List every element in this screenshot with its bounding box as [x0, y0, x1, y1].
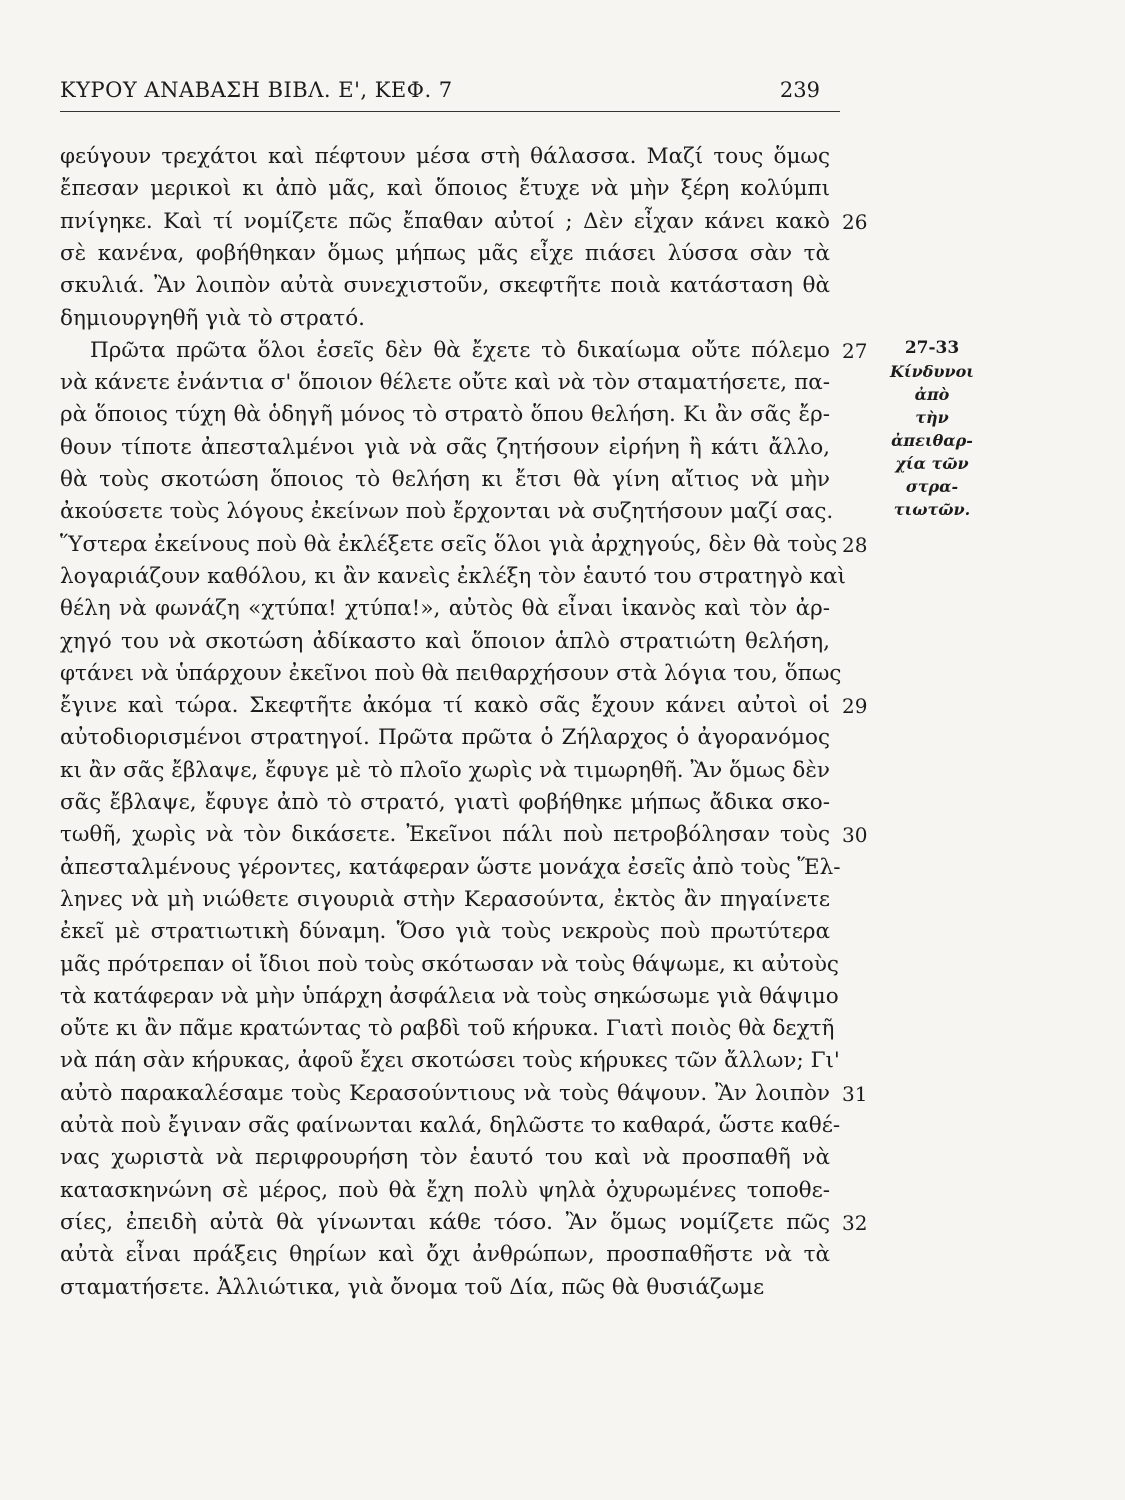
text-line: θουν τίποτε ἀπεσταλμένοι γιὰ νὰ σᾶς ζητήσουν εἰρήνη ἢ κάτι ἄλλο,	[60, 434, 830, 460]
section-number: 29	[842, 694, 868, 719]
side-note-line: Κίνδυνοι ἀπὸ	[889, 362, 975, 404]
text-line: κι ἂν σᾶς ἔβλαψε, ἔφυγε μὲ τὸ πλοῖο χωρὶς νὰ τιμωρηθῆ. Ἂν ὅμως δὲν	[60, 757, 830, 783]
text-line: αὐτὰ εἶναι πράξεις θηρίων καὶ ὄχι ἀνθρώπων, προσπαθῆστε νὰ τὰ	[60, 1242, 830, 1268]
text-line: νὰ κάνετε ἐνάντια σ' ὅποιον θέλετε οὔτε καὶ νὰ τὸν σταματήσετε, πα-	[60, 370, 830, 396]
side-note-line: χία τῶν στρα-	[895, 454, 969, 496]
side-note-range: 27-33	[904, 338, 960, 358]
text-line: σᾶς ἔβλαψε, ἔφυγε ἀπὸ τὸ στρατό, γιατὶ φοβήθηκε μήπως ἄδικα σκο-	[60, 790, 830, 815]
running-head: ΚΥΡΟΥ ΑΝΑΒΑΣΗ ΒΙΒΛ. Ε', ΚΕΦ. 7	[60, 78, 453, 102]
section-number: 30	[842, 823, 868, 848]
header-rule	[60, 111, 840, 112]
text-line: φτάνει νὰ ὑπάρχουν ἐκεῖνοι ποὺ θὰ πειθαρχήσουν στὰ λόγια του, ὅπως	[60, 660, 842, 686]
text-line: νὰ πάη σὰν κήρυκας, ἀφοῦ ἔχει σκοτώσει τοὺς κήρυκες τῶν ἄλλων; Γι'	[60, 1048, 840, 1074]
text-line: σκυλιά. Ἂν λοιπὸν αὐτὰ συνεχιστοῦν, σκεφτῆτε ποιὰ κατάσταση θὰ	[60, 273, 830, 299]
text-line: νας χωριστὰ νὰ περιφρουρήση τὸν ἑαυτό του καὶ νὰ προσπαθῆ νὰ	[60, 1145, 830, 1171]
text-line: θὰ τοὺς σκοτώση ὅποιος τὸ θελήση κι ἔτσι θὰ γίνη αἴτιος νὰ μὴν	[60, 467, 830, 492]
text-line: ἀπεσταλμένους γέροντες, κατάφεραν ὥστε μονάχα ἐσεῖς ἀπὸ τοὺς Ἕλ-	[60, 854, 841, 880]
text-line: Πρῶτα πρῶτα ὅλοι ἐσεῖς δὲν θὰ ἔχετε τὸ δικαίωμα οὔτε πόλεμο	[90, 337, 830, 363]
section-number: 27	[842, 338, 868, 363]
page-number: 239	[779, 78, 820, 102]
text-line: αὐτὰ ποὺ ἔγιναν σᾶς φαίνωνται καλά, δηλῶστε το καθαρά, ὥστε καθέ-	[60, 1113, 841, 1138]
text-line: μᾶς πρότρεπαν οἱ ἴδιοι ποὺ τοὺς σκότωσαν νὰ τοὺς θάψωμε, κι αὐτοὺς	[60, 951, 839, 977]
section-number: 28	[842, 532, 868, 557]
section-number: 32	[842, 1210, 868, 1235]
section-number: 31	[842, 1081, 868, 1106]
text-line: ἔγινε καὶ τώρα. Σκεφτῆτε ἀκόμα τί κακὸ σᾶς ἔχουν κάνει αὐτοὶ οἱ	[60, 693, 830, 719]
text-line: χηγό του νὰ σκοτώση ἀδίκαστο καὶ ὅποιον ἁπλὸ στρατιώτη θελήση,	[60, 628, 830, 654]
text-line: σταματήσετε. Ἀλλιώτικα, γιὰ ὄνομα τοῦ Δία, πῶς θὰ θυσιάζωμε	[60, 1274, 765, 1300]
text-line: οὔτε κι ἂν πᾶμε κρατώντας τὸ ραβδὶ τοῦ κήρυκα. Γιατὶ ποιὸς θὰ δεχτῆ	[60, 1016, 835, 1042]
text-line: ἐκεῖ μὲ στρατιωτικὴ δύναμη. Ὅσο γιὰ τοὺς νεκροὺς ποὺ πρωτύτερα	[60, 919, 830, 945]
text-line: αὐτὸ παρακαλέσαμε τοὺς Κερασούντιους νὰ τοὺς θάψουν. Ἂν λοιπὸν	[60, 1080, 830, 1106]
text-line: ἔπεσαν μερικοὶ κι ἀπὸ μᾶς, καὶ ὅποιος ἔτυχε νὰ μὴν ξέρη κολύμπι	[60, 176, 830, 202]
text-line: σίες, ἐπειδὴ αὐτὰ θὰ γίνωνται κάθε τόσο. Ἂν ὅμως νομίζετε πῶς	[60, 1209, 830, 1235]
text-line: ἀκούσετε τοὺς λόγους ἐκείνων ποὺ ἔρχονται νὰ συζητήσουν μαζί σας.	[60, 499, 834, 525]
text-line: τωθῆ, χωρὶς νὰ τὸν δικάσετε. Ἐκεῖνοι πάλι ποὺ πετροβόλησαν τοὺς	[60, 822, 830, 848]
side-note	[872, 338, 992, 521]
side-note-line: τιωτῶν.	[893, 500, 971, 519]
text-line: λογαριάζουν καθόλου, κι ἂν κανεὶς ἐκλέξη τὸν ἑαυτό του στρατηγὸ καὶ	[60, 563, 846, 589]
text-line: δημιουργηθῆ γιὰ τὸ στρατό.	[60, 305, 365, 331]
page-header	[60, 78, 820, 108]
side-note-line: τὴν ἀπειθαρ-	[891, 408, 973, 450]
text-line: κατασκηνώνη σὲ μέρος, ποὺ θὰ ἔχη πολὺ ψηλὰ ὀχυρωμένες τοποθε-	[60, 1177, 830, 1203]
text-line: Ὕστερα ἐκείνους ποὺ θὰ ἐκλέξετε σεῖς ὅλοι γιὰ ἀρχηγούς, δὲν θὰ τοὺς	[60, 531, 838, 557]
text-line: σὲ κανένα, φοβήθηκαν ὅμως μήπως μᾶς εἶχε πιάσει λύσσα σὰν τὰ	[60, 240, 830, 266]
side-note-text	[872, 360, 992, 521]
text-line: ληνες νὰ μὴ νιώθετε σιγουριὰ στὴν Κερασούντα, ἐκτὸς ἂν πηγαίνετε	[60, 886, 830, 912]
text-line: θέλη νὰ φωνάζη «χτύπα! χτύπα!», αὐτὸς θὰ εἶναι ἱκανὸς καὶ τὸν ἀρ-	[60, 596, 830, 622]
section-number: 26	[842, 209, 868, 234]
text-line: τὰ κατάφεραν νὰ μὴν ὑπάρχη ἀσφάλεια νὰ τοὺς σηκώσωμε γιὰ θάψιμο	[60, 983, 839, 1009]
text-line: φεύγουν τρεχάτοι καὶ πέφτουν μέσα στὴ θάλασσα. Μαζί τους ὅμως	[60, 144, 830, 169]
text-line: πνίγηκε. Καὶ τί νομίζετε πῶς ἔπαθαν αὐτοί ; Δὲν εἶχαν κάνει κακὸ	[60, 208, 830, 234]
text-line: ρὰ ὅποιος τύχη θὰ ὁδηγῆ μόνος τὸ στρατὸ ὅπου θελήση. Κι ἂν σᾶς ἔρ-	[60, 402, 830, 428]
text-line: αὐτοδιορισμένοι στρατηγοί. Πρῶτα πρῶτα ὁ Ζήλαρχος ὁ ἀγορανόμος	[60, 725, 830, 751]
